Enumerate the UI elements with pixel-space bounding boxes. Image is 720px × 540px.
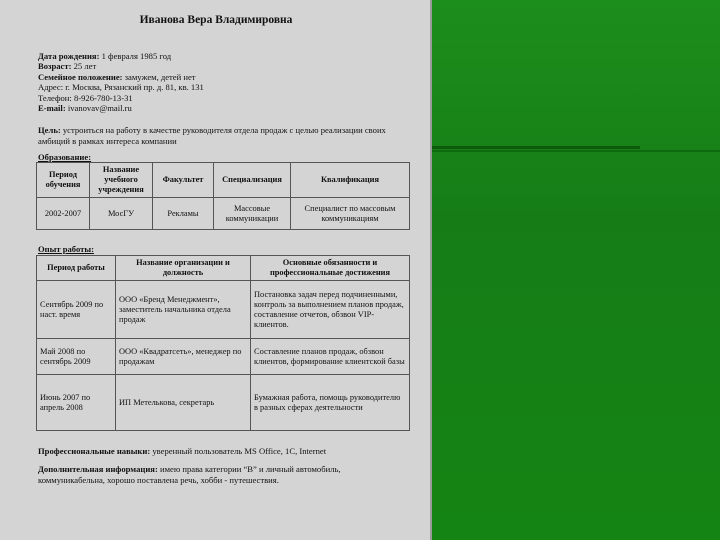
table-cell: МосГУ xyxy=(90,198,153,230)
extra-text: имею права категории “B” и личный автомобиль, xyxy=(157,464,341,474)
info-value: Телефон: 8-926-780-13-31 xyxy=(38,92,133,103)
table-header-row xyxy=(37,163,410,198)
info-value: замужем, детей нет xyxy=(122,71,196,82)
info-value: 1 февраля 1985 год xyxy=(99,51,172,61)
info-line xyxy=(38,51,418,61)
education-title: Образование: xyxy=(38,152,92,162)
table-cell: 2002-2007 xyxy=(37,198,90,230)
resume-name: Иванова Вера Владимировна xyxy=(139,14,293,26)
info-value: Адрес: г. Москва, Рязанский пр. д. 81, кв. 131 xyxy=(38,82,204,93)
info-value: ivanovav@mail.ru xyxy=(65,103,132,114)
table-row xyxy=(37,375,410,431)
table-cell: Май 2008 по сентябрь 2009 xyxy=(37,339,116,375)
divider-line xyxy=(432,150,720,152)
info-line xyxy=(38,93,418,103)
table-header-cell: Название учебного учреждения xyxy=(90,163,153,198)
page-edge xyxy=(430,0,432,540)
table-cell: Специалист по массовым коммуникациям xyxy=(291,198,410,230)
professional-skills xyxy=(38,446,418,457)
experience-table xyxy=(36,255,410,431)
extra-line xyxy=(38,464,418,475)
additional-info xyxy=(38,464,418,486)
info-value: 25 лет xyxy=(71,61,97,72)
extra-label: Дополнительная информация: xyxy=(38,464,158,474)
table-header-cell: Факультет xyxy=(153,163,214,198)
table-cell: Рекламы xyxy=(153,198,214,230)
table-cell: ИП Метелькова, секретарь xyxy=(116,375,251,431)
table-header-cell: Квалификация xyxy=(291,163,410,198)
table-row xyxy=(37,339,410,375)
table-cell: ООО «Квадратсеть», менеджер по продажам xyxy=(116,339,251,375)
table-header-cell: Основные обязанности и профессиональные достижения xyxy=(251,256,410,281)
table-cell: Сентябрь 2009 по наст. время xyxy=(37,281,116,339)
goal-text: устроиться на работу в качестве руководителя отдела продаж с целью реализации своих амбиций в рамках интереса компании xyxy=(38,125,386,146)
table-header-row xyxy=(37,256,410,281)
table-header-cell: Название организации и должность xyxy=(116,256,251,281)
info-line xyxy=(38,72,418,82)
info-label: E-mail: xyxy=(38,103,66,114)
goal-label: Цель: xyxy=(38,125,61,135)
info-line xyxy=(38,103,418,113)
info-label: Возраст: xyxy=(38,61,72,72)
table-cell: ООО «Бренд Менеджмент», заместитель начальника отдела продаж xyxy=(116,281,251,339)
info-line xyxy=(38,61,418,71)
green-background-panel xyxy=(432,0,720,540)
skills-label: Профессиональные навыки: xyxy=(38,446,151,456)
info-line xyxy=(38,82,418,92)
table-header-cell: Период обучения xyxy=(37,163,90,198)
table-header-cell: Специализация xyxy=(214,163,291,198)
extra-line: коммуникабельна, хорошо поставлена речь, хобби - путешествия. xyxy=(38,475,279,485)
table-cell: Массовые коммуникации xyxy=(214,198,291,230)
table-row xyxy=(37,198,410,230)
table-cell: Постановка задач перед подчиненными, контроль за выполнением планов продаж, составление отчетов, обзвон VIP-клиентов. xyxy=(251,281,410,339)
table-cell: Составление планов продаж, обзвон клиентов, формирование клиентской базы xyxy=(251,339,410,375)
education-table xyxy=(36,162,410,230)
divider-line xyxy=(432,146,640,149)
career-goal xyxy=(38,125,403,147)
experience-title: Опыт работы: xyxy=(38,244,94,254)
table-cell: Бумажная работа, помощь руководителю в разных сферах деятельности xyxy=(251,375,410,431)
skills-text: уверенный пользователь MS Office, 1С, Internet xyxy=(150,446,327,456)
table-cell: Июнь 2007 по апрель 2008 xyxy=(37,375,116,431)
info-label: Дата рождения: xyxy=(38,51,100,61)
personal-info xyxy=(38,51,418,113)
table-header-cell: Период работы xyxy=(37,256,116,281)
table-row xyxy=(37,281,410,339)
info-label: Семейное положение: xyxy=(38,71,123,82)
